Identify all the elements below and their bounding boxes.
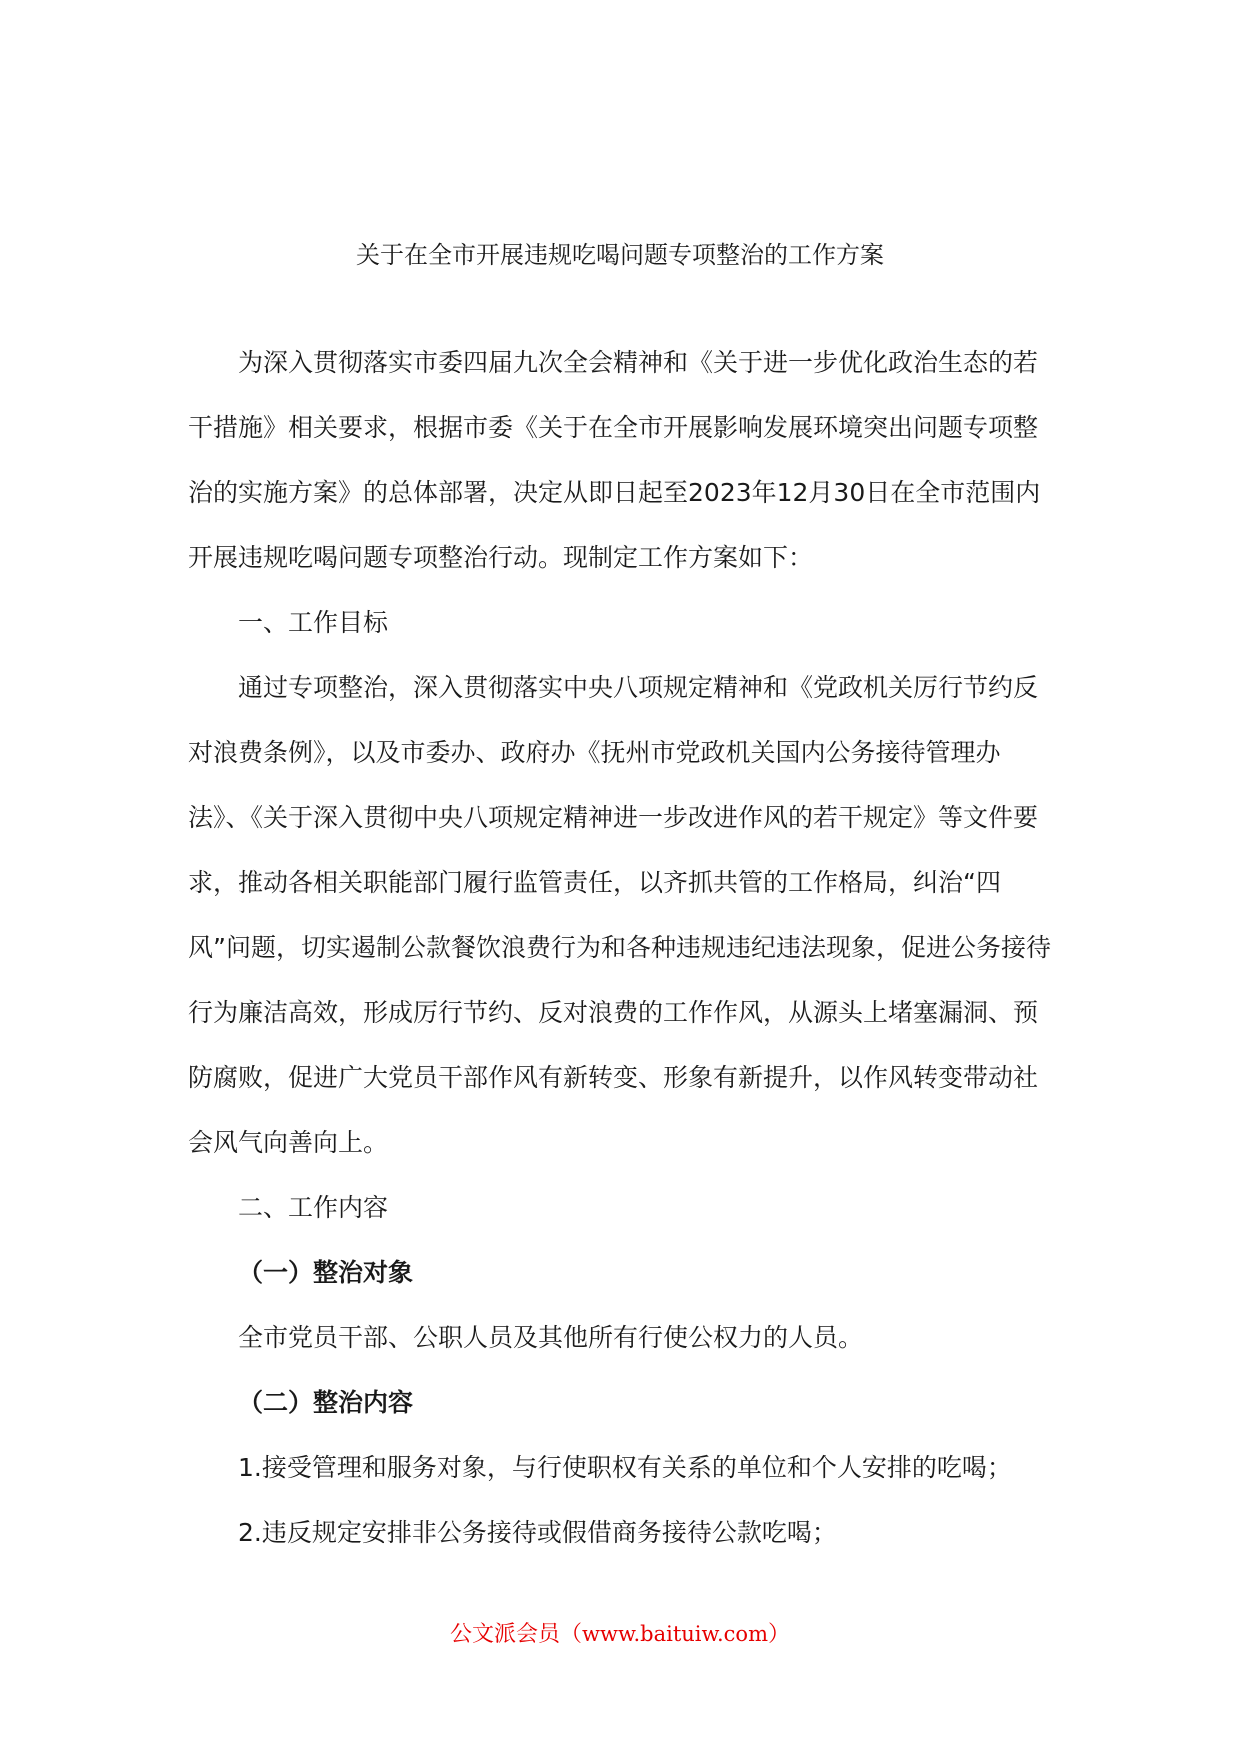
list-item: 2.违反规定安排非公务接待或假借商务接待公款吃喝； xyxy=(238,1518,837,1547)
targets-paragraph: 全市党员干部、公职人员及其他所有行使公权力的人员。 xyxy=(238,1323,864,1352)
section-heading-goals: 一、工作目标 xyxy=(238,608,389,637)
goals-paragraph: 通过专项整治，深入贯彻落实中央八项规定精神和《党政机关厉行节约反对浪费条例》，以及市委办、政府办《抚州市党政机关国内公务接待管理办法》、《关于深入贯彻中央八项规定精神进一步改进作风的若干规定》等文件要求，推动各相关职能部门履行监管责任，以齐抓共管的工作格局，纠治“四风”问题，切实遏制公款餐饮浪费行为和各种违规违纪违法现象，促进公务接待行为廉洁高效，形成厉行节约、反对浪费的工作作风，从源头上堵塞漏洞、预防腐败，促进广大党员干部作风有新转变、形象有新提升，以作风转变带动社会风气向善向上。 xyxy=(188,673,1051,1157)
footer-open-paren: （ xyxy=(560,1622,583,1647)
footer-url-link[interactable]: www.baituiw.com xyxy=(582,1622,768,1646)
subheading-contents: （二）整治内容 xyxy=(238,1388,414,1417)
document-body xyxy=(188,330,1062,1565)
footer-brand: 公文派会员 xyxy=(450,1622,561,1647)
subheading-targets: （一）整治对象 xyxy=(238,1258,414,1287)
document-title: 关于在全市开展违规吃喝问题专项整治的工作方案 xyxy=(356,241,884,269)
footer-watermark xyxy=(0,1618,1240,1651)
list-item: 1.接受管理和服务对象，与行使职权有关系的单位和个人安排的吃喝； xyxy=(238,1453,1012,1482)
intro-paragraph: 为深入贯彻落实市委四届九次全会精神和《关于进一步优化政治生态的若干措施》相关要求，根据市委《关于在全市开展影响发展环境突出问题专项整治的实施方案》的总体部署，决定从即日起至2023年12月30日在全市范围内开展违规吃喝问题专项整治行动。现制定工作方案如下： xyxy=(188,348,1041,572)
footer-close-paren: ） xyxy=(767,1622,790,1647)
section-heading-content: 二、工作内容 xyxy=(238,1193,389,1222)
